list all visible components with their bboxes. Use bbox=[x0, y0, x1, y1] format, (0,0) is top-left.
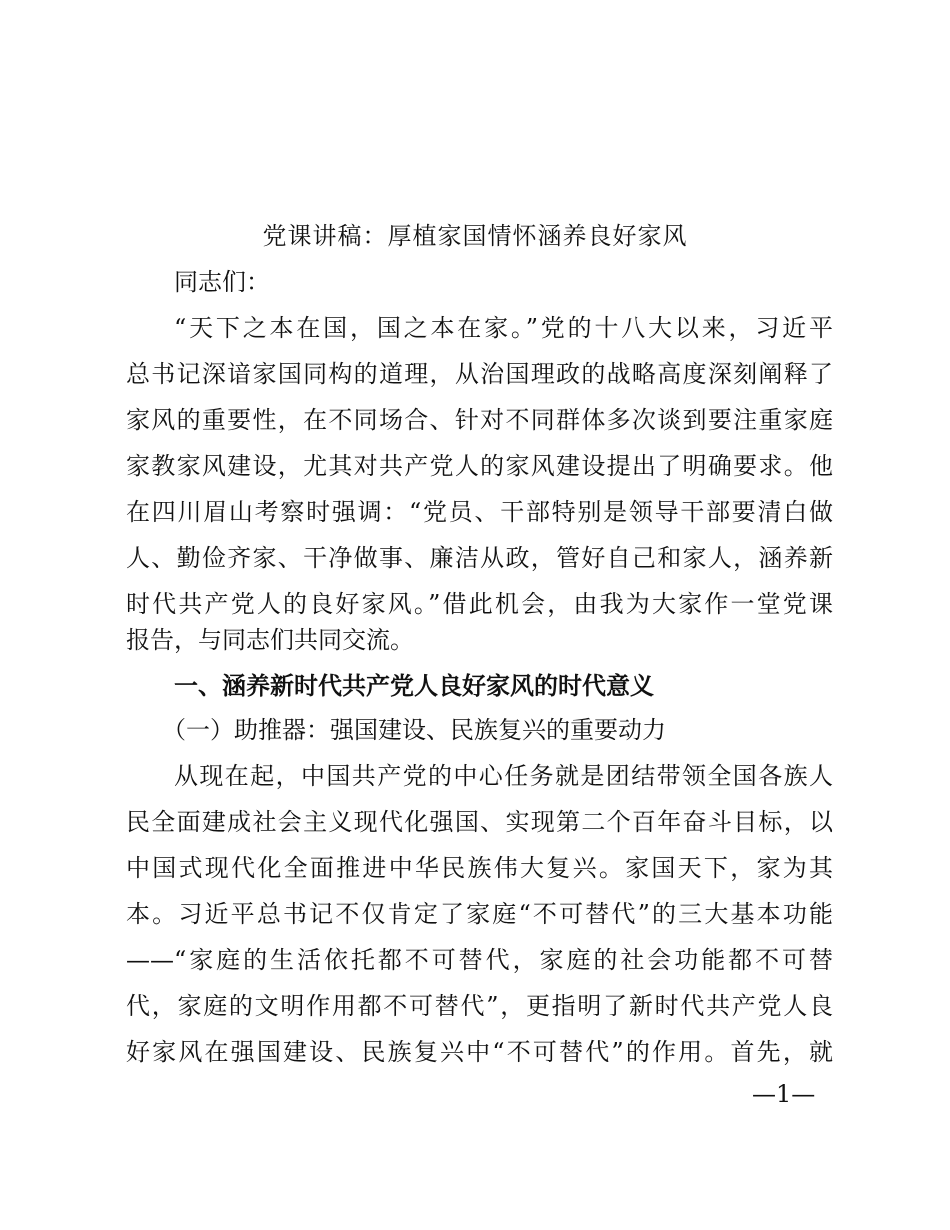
paragraph-line: “天下之本在国，国之本在家。”党的十八大以来，习近平 bbox=[174, 314, 833, 342]
paragraph-line: 时代共产党人的良好家风。”借此机会，由我为大家作一堂党课 bbox=[126, 590, 833, 618]
document-title: 党课讲稿：厚植家国情怀涵养良好家风 bbox=[262, 222, 688, 250]
paragraph-line: 家教家风建设，尤其对共产党人的家风建设提出了明确要求。他 bbox=[126, 452, 833, 480]
paragraph-line: 本。习近平总书记不仅肯定了家庭“不可替代”的三大基本功能 bbox=[126, 900, 833, 928]
paragraph-line: 从现在起，中国共产党的中心任务就是团结带领全国各族人 bbox=[174, 762, 833, 790]
paragraph-line: ——“家庭的生活依托都不可替代，家庭的社会功能都不可替 bbox=[126, 946, 833, 974]
paragraph-line: 好家风在强国建设、民族复兴中“不可替代”的作用。首先，就 bbox=[126, 1038, 833, 1066]
subsection-heading: （一）助推器：强国建设、民族复兴的重要动力 bbox=[162, 716, 666, 744]
salutation: 同志们： bbox=[174, 268, 270, 296]
paragraph-line: 家风的重要性，在不同场合、针对不同群体多次谈到要注重家庭 bbox=[126, 406, 833, 434]
paragraph-line: 报告，与同志们共同交流。 bbox=[126, 626, 414, 654]
paragraph-line: 总书记深谙家国同构的道理，从治国理政的战略高度深刻阐释了 bbox=[126, 360, 833, 388]
paragraph-line: 中国式现代化全面推进中华民族伟大复兴。家国天下，家为其 bbox=[126, 854, 833, 882]
paragraph-line: 民全面建成社会主义现代化强国、实现第二个百年奋斗目标，以 bbox=[126, 808, 833, 836]
paragraph-line: 人、勤俭齐家、干净做事、廉洁从政，管好自己和家人，涵养新 bbox=[126, 544, 833, 572]
paragraph-line: 代，家庭的文明作用都不可替代”，更指明了新时代共产党人良 bbox=[126, 992, 833, 1020]
section-heading: 一、涵养新时代共产党人良好家风的时代意义 bbox=[174, 672, 654, 700]
paragraph-line: 在四川眉山考察时强调：“党员、干部特别是领导干部要清白做 bbox=[126, 498, 833, 526]
page-number: —1— bbox=[752, 1080, 816, 1108]
